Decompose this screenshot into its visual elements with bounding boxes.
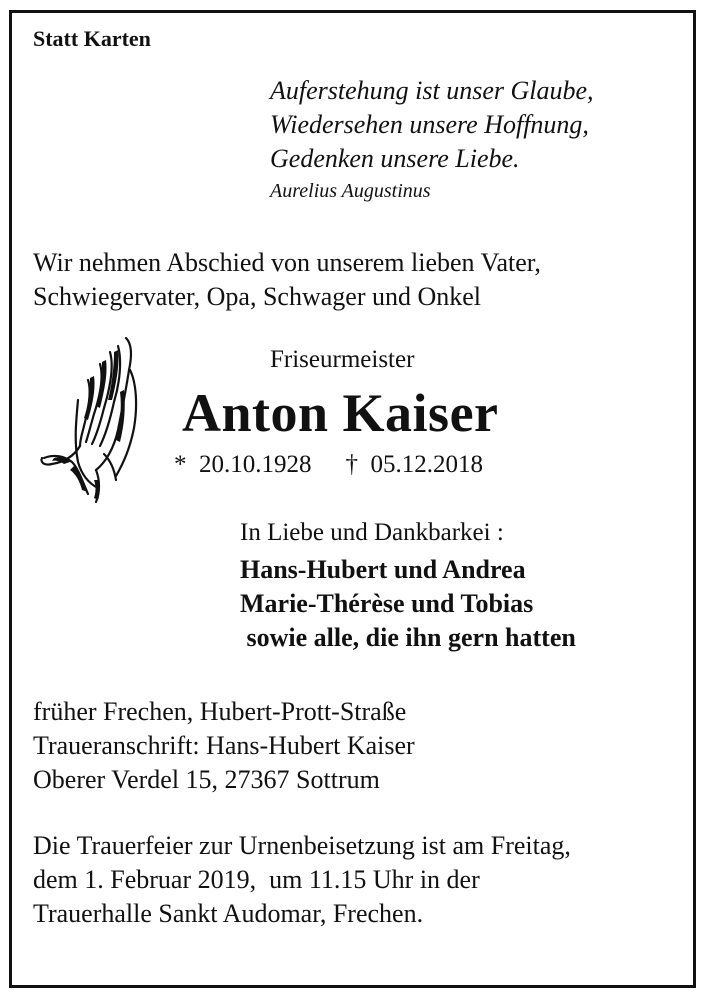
birth-date: 20.10.1928	[199, 451, 312, 478]
quote-line: Wiedersehen unsere Hoffnung,	[270, 110, 589, 139]
address-block	[33, 695, 415, 797]
death-symbol: †	[345, 451, 358, 478]
quote-text	[270, 74, 594, 176]
intro-line: Wir nehmen Abschied von unserem lieben Vater,	[33, 248, 541, 277]
deceased-profession: Friseurmeister	[270, 346, 415, 373]
mourners-list	[240, 553, 576, 655]
praying-hands-icon	[34, 330, 146, 506]
death-date: 05.12.2018	[370, 451, 483, 478]
address-line: Oberer Verdel 15, 27367 Sottrum	[33, 765, 380, 794]
mourners-label: In Liebe und Dankbarkei :	[240, 519, 504, 546]
mourner-line: Hans-Hubert und Andrea	[240, 555, 526, 584]
ceremony-line: Trauerhalle Sankt Audomar, Frechen.	[33, 899, 424, 928]
quote-line: Auferstehung ist unser Glaube,	[270, 76, 594, 105]
intro-line: Schwiegervater, Opa, Schwager und Onkel	[33, 282, 482, 311]
mourner-line: sowie alle, die ihn gern hatten	[240, 623, 576, 652]
address-line: Traueranschrift: Hans-Hubert Kaiser	[33, 731, 415, 760]
ceremony-block	[33, 829, 571, 931]
birth-symbol: *	[174, 451, 187, 478]
ceremony-line: dem 1. Februar 2019, um 11.15 Uhr in der	[33, 865, 480, 894]
quote-author: Aurelius Augustinus	[270, 180, 431, 202]
ceremony-line: Die Trauerfeier zur Urnenbeisetzung ist am Freitag,	[33, 831, 571, 860]
deceased-name: Anton Kaiser	[182, 383, 499, 443]
intro-text	[33, 246, 541, 314]
mourner-line: Marie-Thérèse und Tobias	[240, 589, 534, 618]
notice-header: Statt Karten	[33, 26, 151, 51]
life-dates	[174, 451, 483, 479]
address-line: früher Frechen, Hubert-Prott-Straße	[33, 697, 407, 726]
quote-line: Gedenken unsere Liebe.	[270, 144, 520, 173]
